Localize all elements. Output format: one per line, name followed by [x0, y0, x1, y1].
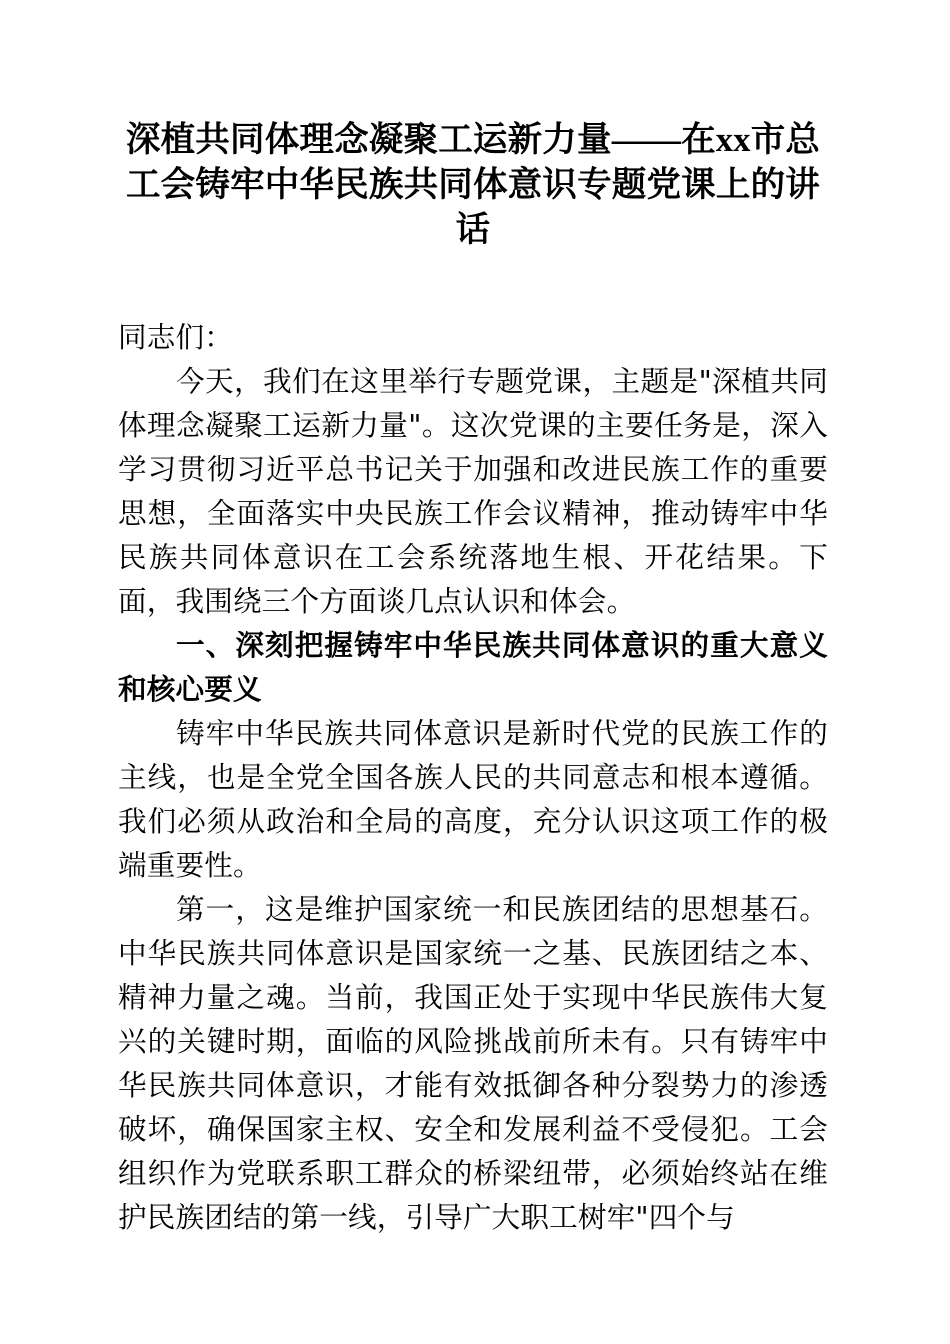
title-spacer [118, 253, 828, 315]
title-line-3: 讲话 [455, 166, 820, 249]
title-line-1: 深植共同体理念凝聚工运新力量——在xx市 [125, 121, 786, 159]
title-line-2: 总工会铸牢中华民族共同体意识专题党课上的 [125, 121, 821, 204]
page-title [118, 118, 828, 253]
salutation: 同志们： [118, 320, 233, 354]
section-paragraph-2: 第一，这是维护国家统一和民族团结的思想基石。中华民族共同体意识是国家统一之基、民族团结之本、精神力量之魂。当前，我国正处于实现中华民族伟大复兴的关键时期，面临的风险挑战前所未有。只有铸牢中华民族共同体意识，才能有效抵御各种分裂势力的渗透破坏，确保国家主权、安全和发展利益不受侵犯。工会组织作为党联系职工群众的桥梁纽带，必须始终站在维护民族团结的第一线，引导广大职工树牢"四个与 [118, 892, 828, 1234]
document-content [118, 118, 828, 1239]
section-paragraph-1: 铸牢中华民族共同体意识是新时代党的民族工作的主线，也是全党全国各族人民的共同意志和根本遵循。我们必须从政治和全局的高度，充分认识这项工作的极端重要性。 [118, 716, 828, 882]
intro-paragraph: 今天，我们在这里举行专题党课，主题是"深植共同体理念凝聚工运新力量"。这次党课的主要任务是，深入学习贯彻习近平总书记关于加强和改进民族工作的重要思想，全面落实中央民族工作会议精神，推动铸牢中华民族共同体意识在工会系统落地生根、开花结果。下面，我围绕三个方面谈几点认识和体会。 [118, 364, 828, 618]
section-heading-one: 一、深刻把握铸牢中华民族共同体意识的重大意义和核心要义 [118, 628, 828, 706]
